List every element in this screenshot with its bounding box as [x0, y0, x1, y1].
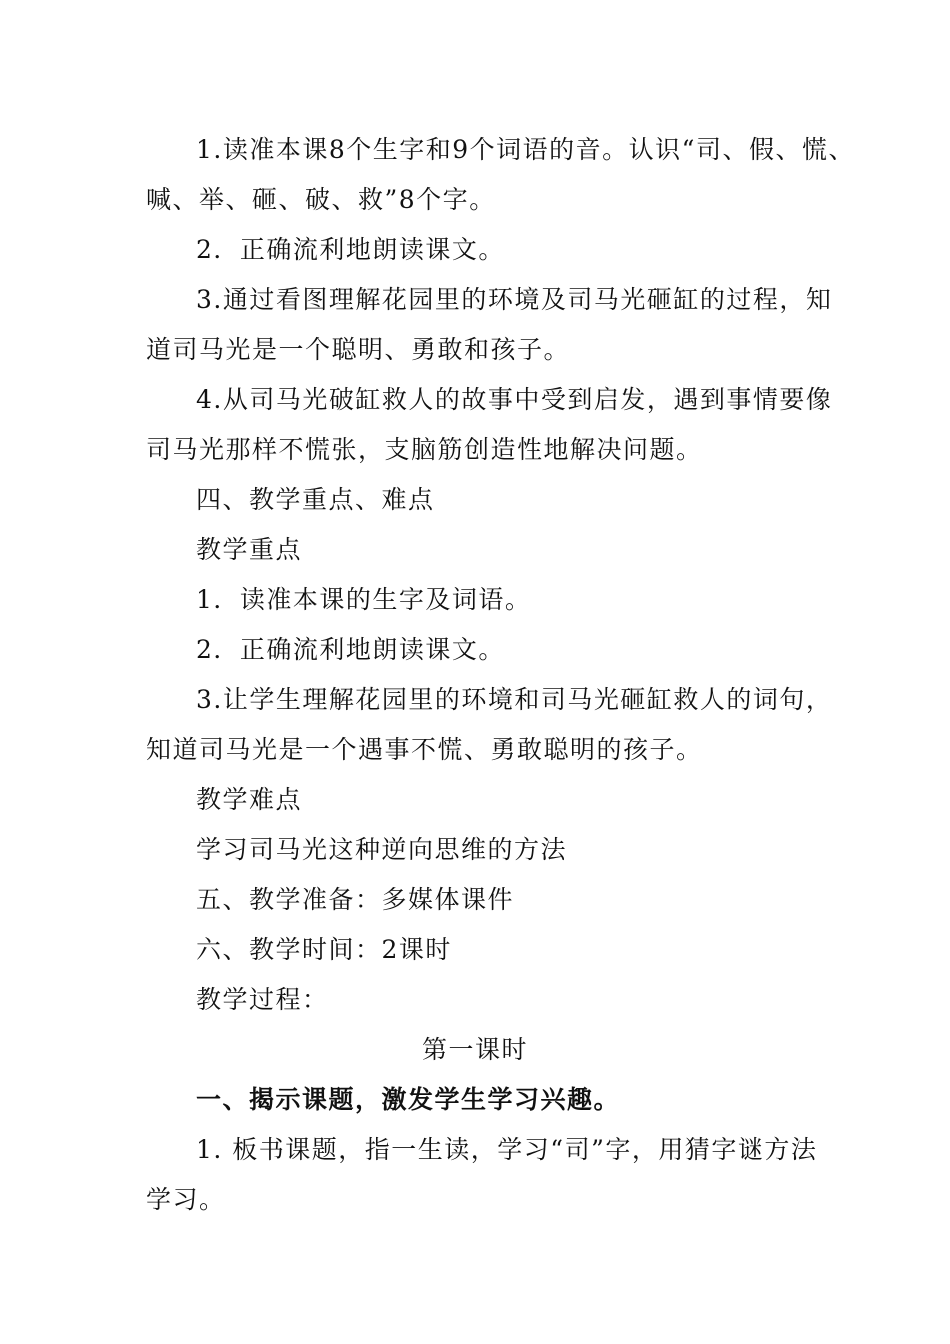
objective-4-line-2: 司马光那样不慌张，支脑筋创造性地解决问题。 — [146, 435, 703, 464]
objective-1-line-1: 1.读准本课8个生字和9个词语的音。认识“司、假、慌、 — [196, 135, 855, 164]
section-heading-key-points: 四、教学重点、难点 — [196, 485, 435, 514]
difficulty-text: 学习司马光这种逆向思维的方法 — [196, 835, 568, 864]
key-point-1: 1．读准本课的生字及词语。 — [196, 585, 532, 614]
key-point-3-line-2: 知道司马光是一个遇事不慌、勇敢聪明的孩子。 — [146, 735, 703, 764]
objective-3-line-2: 道司马光是一个聪明、勇敢和孩子。 — [146, 335, 571, 364]
subheading-difficulties: 教学难点 — [196, 785, 303, 814]
step-1-item-1-line-2: 学习。 — [146, 1185, 226, 1214]
objective-3-line-1: 3.通过看图理解花园里的环境及司马光砸缸的过程，知 — [196, 285, 833, 314]
section-heading-time: 六、教学时间：2课时 — [196, 935, 452, 964]
key-point-2: 2．正确流利地朗读课文。 — [196, 635, 505, 664]
objective-1-line-2: 喊、举、砸、破、救”8个字。 — [146, 185, 496, 214]
section-heading-process: 教学过程： — [196, 985, 329, 1014]
section-heading-preparation: 五、教学准备：多媒体课件 — [196, 885, 515, 914]
subheading-key-points: 教学重点 — [196, 535, 303, 564]
objective-4-line-1: 4.从司马光破缸救人的故事中受到启发，遇到事情要像 — [196, 385, 833, 414]
step-1-item-1-line-1: 1. 板书课题，指一生读，学习“司”字，用猜字谜方法 — [196, 1135, 818, 1164]
key-point-3-line-1: 3.让学生理解花园里的环境和司马光砸缸救人的词句， — [196, 685, 833, 714]
lesson-title: 第一课时 — [421, 1035, 528, 1064]
objective-2: 2．正确流利地朗读课文。 — [196, 235, 505, 264]
step-1-heading: 一、揭示课题，激发学生学习兴趣。 — [196, 1085, 621, 1114]
